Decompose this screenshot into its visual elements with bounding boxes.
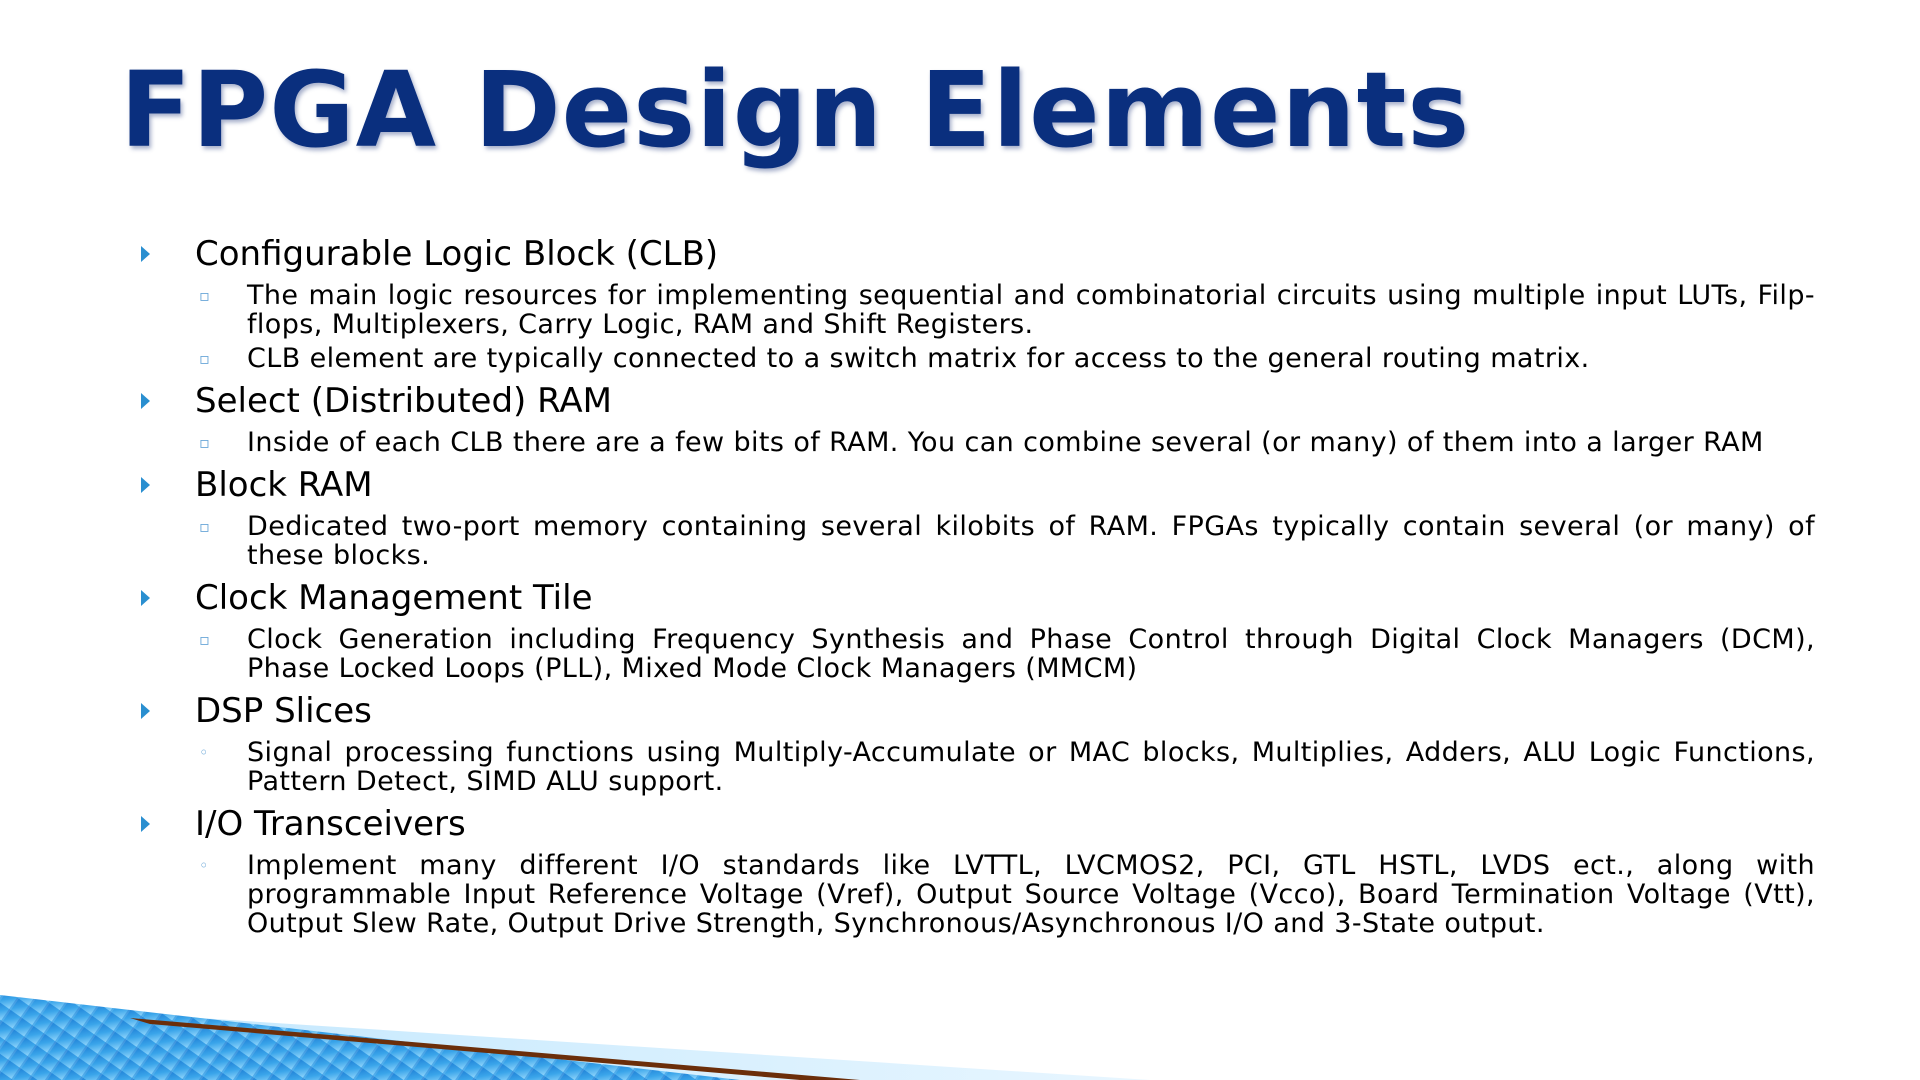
sub-item [135,738,1815,796]
sub-item [135,428,1815,457]
sub-item-text: Dedicated two-port memory containing several kilobits of RAM. FPGAs typically contain several (or many) of these blocks. [247,511,1815,571]
item-heading-text: Block RAM [195,465,373,505]
sub-item-text: The main logic resources for implementing sequential and combinatorial circuits using multiple input LUTs, Filp-flops, Multiplexers, Carry Logic, RAM and Shift Registers. [247,280,1815,340]
item-heading [135,379,1815,423]
triangle-right-icon [141,246,150,262]
item-heading-text: Configurable Logic Block (CLB) [195,234,719,274]
sub-item-text: Signal processing functions using Multiply-Accumulate or MAC blocks, Multiplies, Adders, ALU Logic Functions, Pattern Detect, SIMD ALU support. [247,737,1815,797]
sub-item [135,281,1815,339]
item-heading [135,802,1815,846]
list-item [135,689,1815,796]
item-heading-text: I/O Transceivers [195,804,466,844]
triangle-right-icon [141,816,150,832]
triangle-right-icon [141,477,150,493]
slide-decoration [0,900,1920,1080]
item-heading-text: Select (Distributed) RAM [195,381,612,421]
item-heading-text: Clock Management Tile [195,578,593,618]
item-heading [135,232,1815,276]
small-square-icon: ▫ [199,517,211,536]
bullet-list [135,232,1815,941]
triangle-right-icon [141,393,150,409]
list-item [135,463,1815,570]
list-item [135,379,1815,457]
sub-item [135,625,1815,683]
small-square-icon: ▫ [199,349,211,368]
item-heading [135,689,1815,733]
small-circle-icon: ◦ [199,856,209,875]
sub-item-text: Implement many different I/O standards like LVTTL, LVCMOS2, PCI, GTL HSTL, LVDS ect., along with programmable Input Reference Voltage (Vref), Output Source Voltage (Vcco), Board Termination Voltage (Vtt), Output Slew Rate, Output Drive Strength, Synchronous/Asynchronous I/O and 3-State output. [247,850,1815,939]
slide-title: FPGA Design Elements [120,49,1471,171]
small-circle-icon: ◦ [199,743,209,762]
item-heading [135,576,1815,620]
triangle-right-icon [141,590,150,606]
sub-item-text: Clock Generation including Frequency Synthesis and Phase Control through Digital Clock Managers (DCM), Phase Locked Loops (PLL), Mixed Mode Clock Managers (MMCM) [247,624,1815,684]
sub-item [135,344,1815,373]
blue-striped-wedge [0,995,740,1080]
small-square-icon: ▫ [199,286,211,305]
small-square-icon: ▫ [199,630,211,649]
triangle-right-icon [141,703,150,719]
small-square-icon: ▫ [199,433,211,452]
list-item [135,576,1815,683]
sub-item-text: CLB element are typically connected to a switch matrix for access to the general routing matrix. [247,343,1590,374]
item-heading [135,463,1815,507]
list-item [135,232,1815,373]
item-heading-text: DSP Slices [195,691,372,731]
sub-item-text: Inside of each CLB there are a few bits of RAM. You can combine several (or many) of them into a larger RAM [247,427,1764,458]
sub-item [135,512,1815,570]
